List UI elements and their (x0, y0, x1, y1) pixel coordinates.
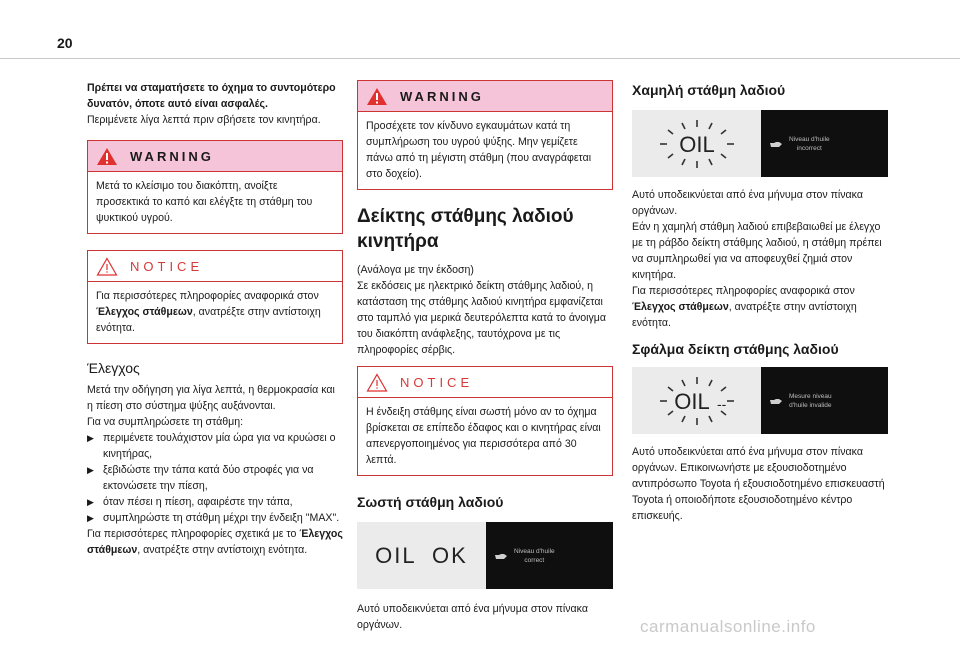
list-item: ▶ ξεβιδώστε την τάπα κατά δύο στροφές για να εκτονώσετε την πίεση, (87, 464, 314, 492)
panel-message-2: incorrect (796, 144, 822, 152)
oil-can-icon (769, 140, 783, 148)
steps-list (87, 430, 343, 526)
section-heading-check: Έλεγχος (87, 360, 140, 376)
intro-text: Περιμένετε λίγα λεπτά πριν σβήσετε τον κινητήρα. (87, 114, 321, 126)
oil-fault-icon (642, 373, 752, 429)
arrow-right-icon: ▶ (87, 513, 94, 523)
heading-sensor-fault: Σφάλμα δείκτη στάθμης λαδιού (632, 341, 839, 357)
list-item: ▶ περιμένετε τουλάχιστον μία ώρα για να κρυώσει ο κινητήρας, (87, 432, 336, 460)
low-level-text-3: Για περισσότερες πληροφορίες αναφορικά στον Έλεγχος στάθμεων, ανατρέξτε στην αντίστοιχη ενότητα. (632, 285, 857, 329)
low-level-text-1: Αυτό υποδεικνύεται από ένα μήνυμα στον πίνακα οργάνων. (632, 189, 863, 217)
warning-title: WARNING (400, 88, 484, 104)
oil-ok-label: OIL OK (375, 542, 468, 568)
oil-low-panel (632, 110, 888, 177)
heading-low-level: Χαμηλή στάθμη λαδιού (632, 82, 786, 98)
watermark: carmanualsonline.info (640, 617, 816, 636)
oil-level-para-2: Σε εκδόσεις με ηλεκτρικό δείκτη στάθμης λαδιού, η κατάσταση της στάθμης λαδιού κινητήρα εμφανίζεται στο ταμπλό για μερικά δευτερόλεπτα κατά το άνοιγμα του διακόπτη ανάφλεξης, ταυτόχρονα με τις πληροφορίες σέρβις. (357, 280, 607, 356)
low-level-text-2: Εάν η χαμηλή στάθμη λαδιού επιβεβαιωθεί με έλεγχο με τη ράβδο δείκτη στάθμης λαδιού, η στάθμη πρέπει να συμπληρωθεί για να αποφευχθεί ζημιά στον κινητήρα. (632, 221, 882, 281)
warning-triangle-icon (96, 147, 118, 166)
oil-warning-icon (642, 116, 752, 172)
sub-heading-correct-level: Σωστή στάθμη λαδιού (357, 494, 504, 510)
arrow-right-icon: ▶ (87, 497, 94, 507)
oil-can-icon (769, 397, 783, 405)
panel-message-2: d'huile invalide (789, 401, 832, 409)
arrow-right-icon: ▶ (87, 433, 94, 443)
column-2 (357, 80, 613, 633)
column-1 (87, 80, 343, 558)
oil-level-para-1: (Ανάλογα με την έκδοση) (357, 264, 474, 276)
warning-text: Προσέχετε τον κίνδυνο εγκαυμάτων κατά τη συμπλήρωση του υγρού ψύξης. Μην γεμίζετε πάνω από τη μέγιστη στάθμη (που αναγράφεται στο δοχείο). (358, 111, 612, 189)
notice-text: Η ένδειξη στάθμης είναι σωστή μόνο αν το όχημα βρίσκεται σε επίπεδο έδαφος και ο κινητήρας είναι απενεργοποιημένος για περισσότερα από 30 λεπτά. (358, 397, 612, 475)
notice-box-2 (357, 366, 613, 476)
warning-title: WARNING (130, 148, 214, 164)
oil-low-label: OIL (678, 131, 715, 157)
notice-triangle-icon (366, 373, 388, 392)
panel-message-1: Mesure niveau (789, 392, 832, 400)
notice-title: NOTICE (400, 374, 474, 390)
correct-level-caption: Αυτό υποδεικνύεται από ένα μήνυμα στον πίνακα οργάνων. (357, 603, 588, 631)
warning-box-2 (357, 80, 613, 190)
header-divider (0, 58, 960, 59)
warning-text: Μετά το κλείσιμο του διακόπτη, ανοίξτε προσεκτικά το καπό και ελέγξτε τη στάθμη του ψυκτικού υγρού. (88, 171, 342, 233)
notice-text: Για περισσότερες πληροφορίες αναφορικά στον Έλεγχος στάθμεων, ανατρέξτε στην αντίστοιχη ενότητα. (88, 281, 342, 343)
list-item: ▶ συμπληρώστε τη στάθμη μέχρι την ένδειξη "MAX". (87, 512, 340, 524)
notice-triangle-icon (96, 257, 118, 276)
oil-fault-panel (632, 367, 888, 434)
list-item: ▶ όταν πέσει η πίεση, αφαιρέστε την τάπα, (87, 496, 293, 508)
intro-bold: Πρέπει να σταματήσετε το όχημα το συντομότερο δυνατόν, όποτε αυτό είναι ασφαλές. (87, 82, 336, 110)
panel-message-1: Niveau d'huile (514, 547, 555, 555)
oil-can-icon (494, 552, 508, 560)
panel-message-1: Niveau d'huile (789, 135, 830, 143)
oil-ok-panel (357, 522, 613, 589)
page-number: 20 (57, 35, 73, 51)
sensor-fault-text: Αυτό υποδεικνύεται από ένα μήνυμα στον πίνακα οργάνων. Επικοινωνήστε με εξουσιοδοτημένο αντιπρόσωπο Toyota ή εξουσιοδοτημένο επισκευαστή Toyota ή οποιοδήποτε εξουσιοδοτημένο κέντρο επισκευής. (632, 446, 885, 522)
warning-box (87, 140, 343, 234)
notice-title: NOTICE (130, 258, 204, 274)
check-para-1: Μετά την οδήγηση για λίγα λεπτά, η θερμοκρασία και η πίεση στο σύστημα ψύξης αυξάνονται. (87, 384, 335, 412)
arrow-right-icon: ▶ (87, 465, 94, 475)
oil-fault-dashes: -- (716, 395, 726, 412)
panel-message-2: correct (524, 556, 545, 564)
section-heading-oil-level: Δείκτης στάθμης λαδιού κινητήρα (357, 206, 574, 252)
check-final: Για περισσότερες πληροφορίες σχετικά με το Έλεγχος στάθμεων, ανατρέξτε στην αντίστοιχη ενότητα. (87, 528, 343, 556)
warning-triangle-icon (366, 87, 388, 106)
notice-box (87, 250, 343, 344)
check-para-2: Για να συμπληρώσετε τη στάθμη: (87, 416, 244, 428)
column-3 (632, 80, 888, 524)
oil-fault-label: OIL (673, 388, 710, 414)
